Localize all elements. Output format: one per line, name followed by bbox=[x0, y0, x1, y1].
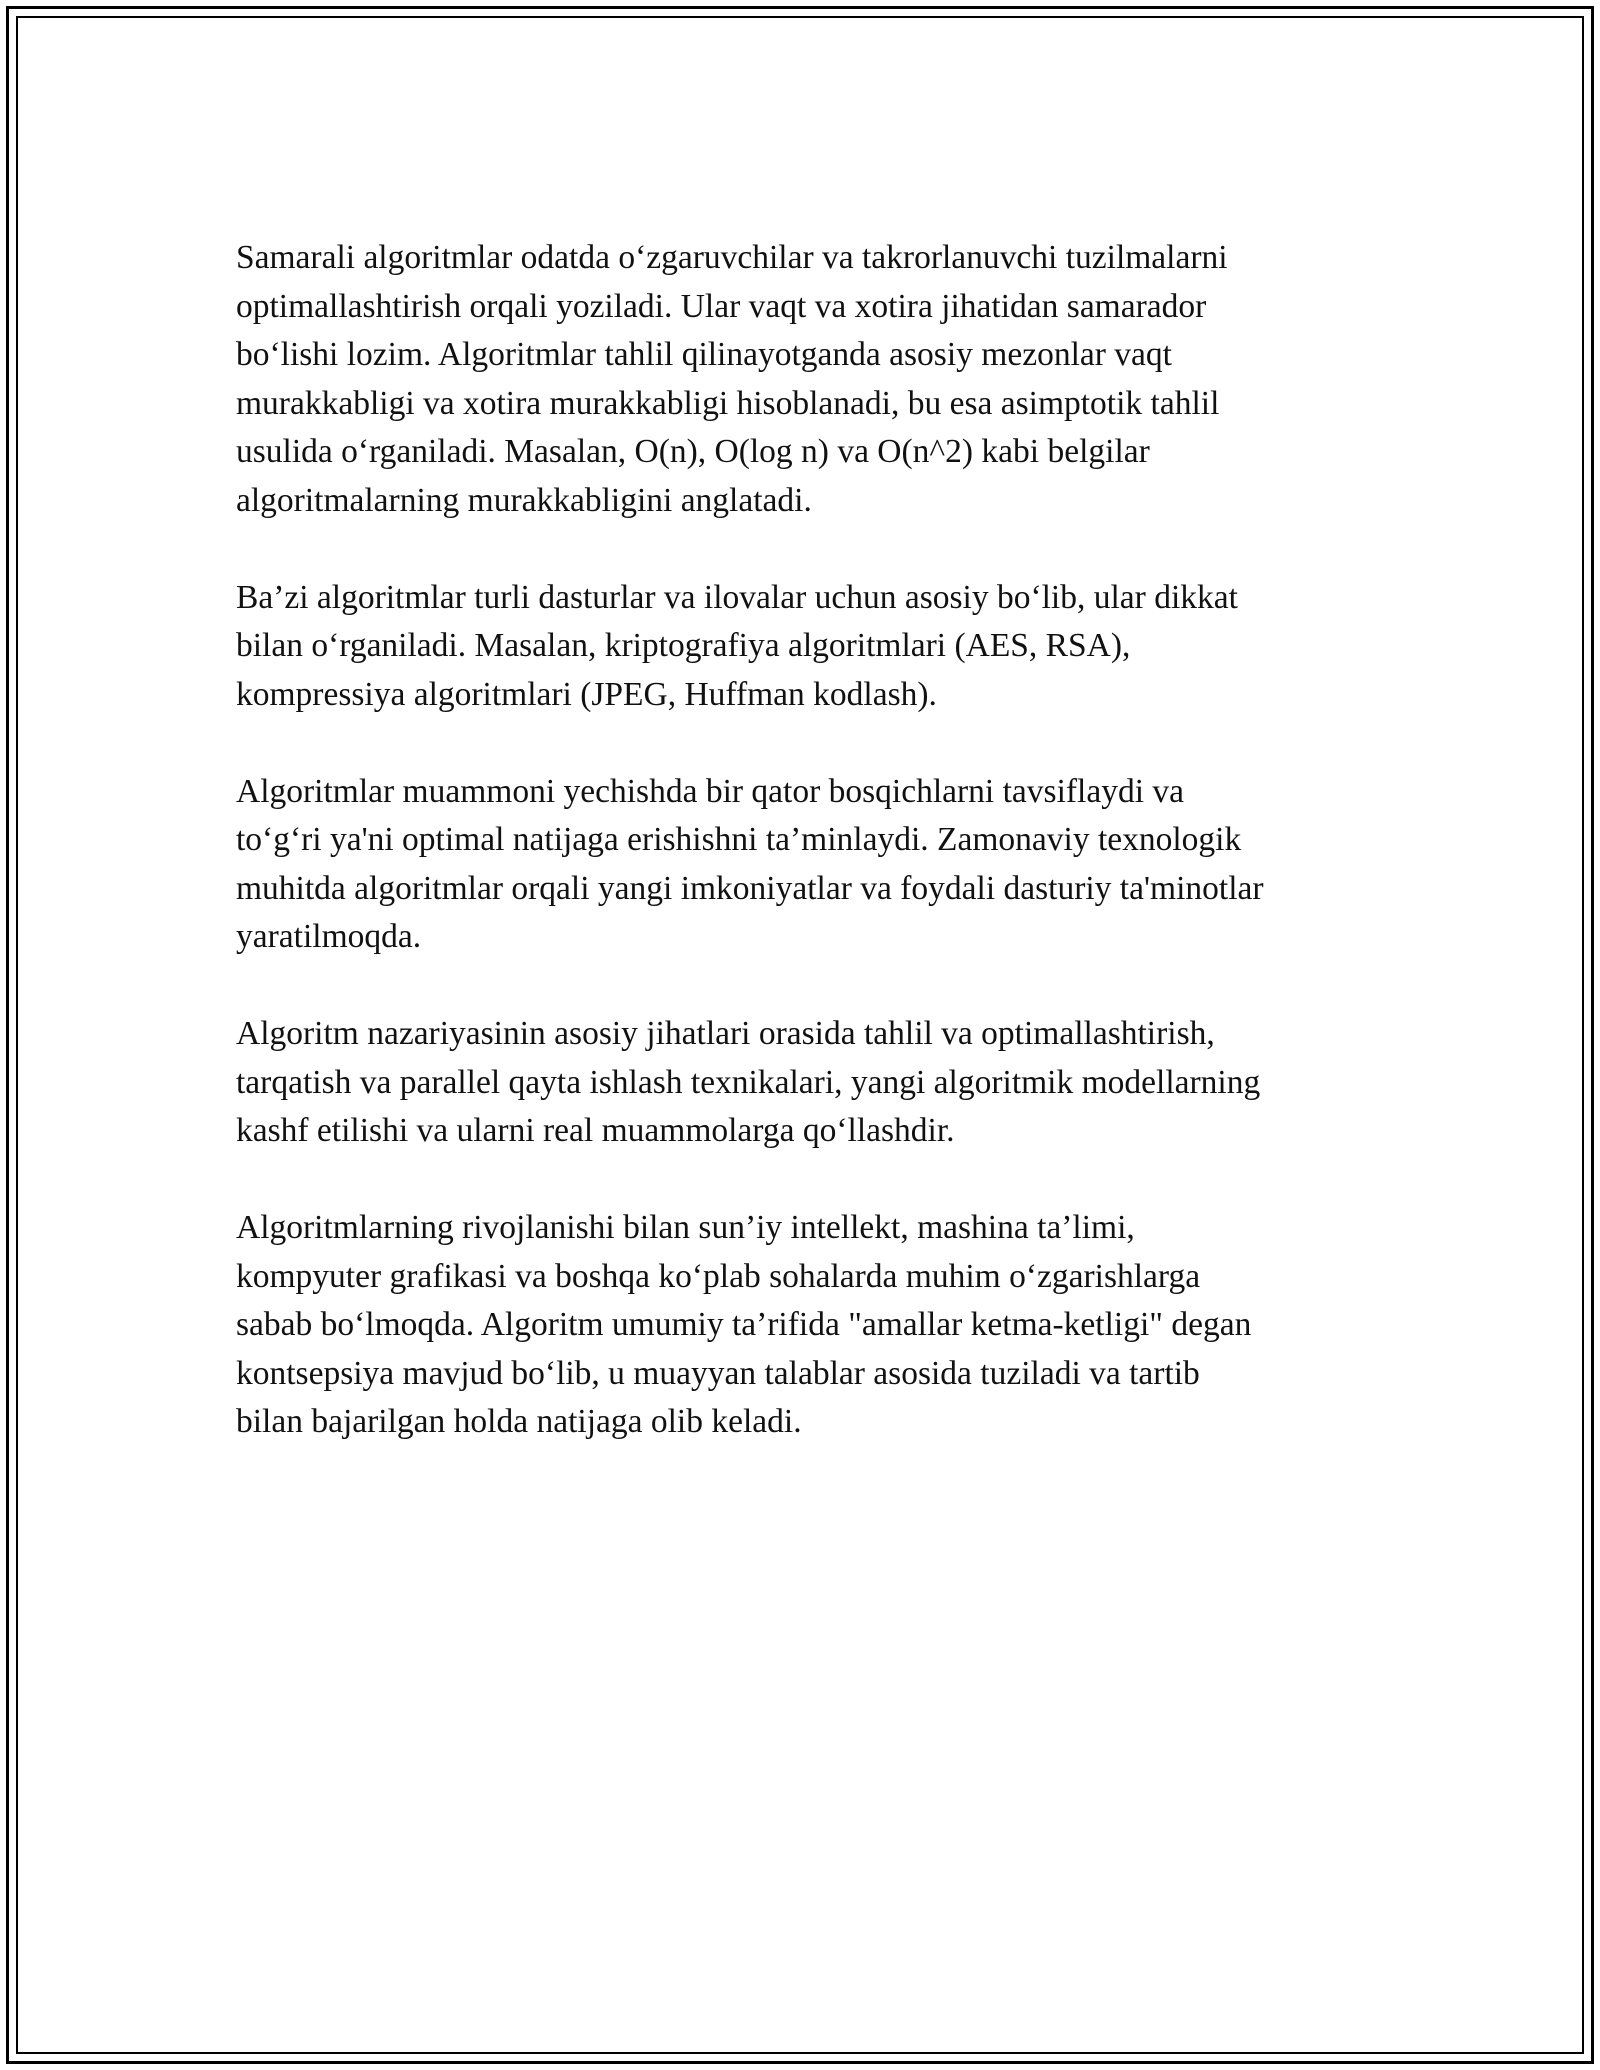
text-line: sabab bo‘lmoqda. Algoritm umumiy ta’rifida "amallar ketma-ketligi" degan bbox=[236, 1306, 1252, 1343]
text-line: to‘g‘ri ya'ni optimal natijaga erishishni ta’minlaydi. Zamonaviy texnologik bbox=[236, 821, 1242, 858]
text-line: kontsepsiya mavjud bo‘lib, u muayyan talablar asosida tuziladi va tartib bbox=[236, 1354, 1200, 1392]
paragraph-5 bbox=[236, 1204, 1366, 1447]
text-line: muhitda algoritmlar orqali yangi imkoniyatlar va foydali dasturiy ta'minotlar bbox=[236, 869, 1264, 907]
text-line: bilan bajarilgan holda natijaga olib keladi. bbox=[236, 1403, 802, 1440]
paragraph-4 bbox=[236, 1010, 1366, 1156]
text-line: algoritmalarning murakkabligini anglatadi. bbox=[236, 481, 812, 519]
text-line: yaratilmoqda. bbox=[236, 918, 422, 955]
paragraph-1 bbox=[236, 234, 1366, 525]
text-line: tarqatish va parallel qayta ishlash texnikalari, yangi algoritmik modellarning bbox=[236, 1063, 1261, 1101]
text-line: murakkabligi va xotira murakkabligi hisoblanadi, bu esa asimptotik tahlil bbox=[236, 384, 1220, 422]
text-line: Algoritmlarning rivojlanishi bilan sun’iy intellekt, mashina ta’limi, bbox=[236, 1209, 1135, 1246]
text-line: bo‘lishi lozim. Algoritmlar tahlil qilinayotganda asosiy mezonlar vaqt bbox=[236, 336, 1172, 373]
paragraph-3 bbox=[236, 768, 1366, 962]
text-line: Samarali algoritmlar odatda o‘zgaruvchilar va takrorlanuvchi tuzilmalarni bbox=[236, 239, 1228, 276]
text-line: usulida o‘rganiladi. Masalan, O(n), O(log n) va O(n^2) kabi belgilar bbox=[236, 433, 1150, 470]
text-line: bilan o‘rganiladi. Masalan, kriptografiya algoritmlari (AES, RSA), bbox=[236, 627, 1131, 664]
text-line: Algoritm nazariyasinin asosiy jihatlari orasida tahlil va optimallashtirish, bbox=[236, 1015, 1215, 1052]
text-line: kompyuter grafikasi va boshqa ko‘plab sohalarda muhim o‘zgarishlarga bbox=[236, 1257, 1201, 1295]
document-body bbox=[236, 234, 1366, 1495]
text-line: kompressiya algoritmlari (JPEG, Huffman kodlash). bbox=[236, 675, 937, 713]
text-line: Ba’zi algoritmlar turli dasturlar va ilovalar uchun asosiy bo‘lib, ular dikkat bbox=[236, 578, 1238, 616]
paragraph-2 bbox=[236, 574, 1366, 720]
text-line: kashf etilishi va ularni real muammolarga qo‘llashdir. bbox=[236, 1112, 955, 1149]
text-line: optimallashtirish orqali yoziladi. Ular vaqt va xotira jihatidan samarador bbox=[236, 287, 1207, 325]
text-line: Algoritmlar muammoni yechishda bir qator bosqichlarni tavsiflaydi va bbox=[236, 772, 1185, 810]
